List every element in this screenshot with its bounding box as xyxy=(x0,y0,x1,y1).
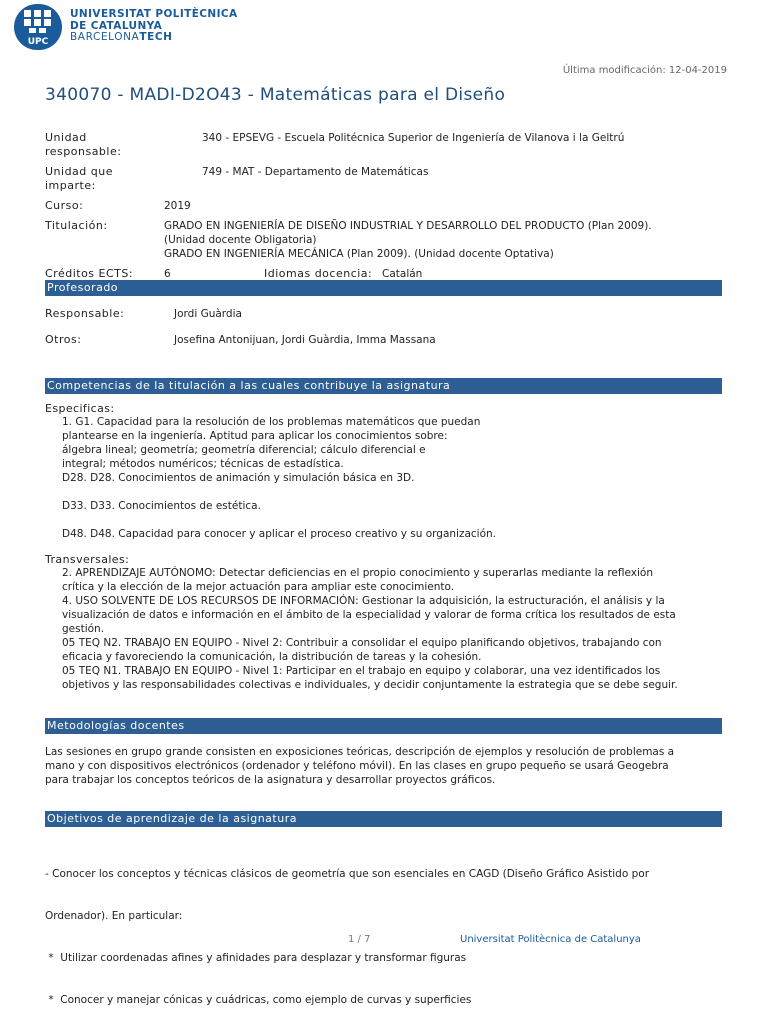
section-heading: Metodologías docentes xyxy=(45,718,722,734)
info-label: Unidad responsable: xyxy=(45,131,122,158)
especificas-line: integral; métodos numéricos; técnicas de estadística. xyxy=(62,458,344,470)
objetivos-line: * Conocer y manejar cónicas y cuádricas, como ejemplo de curvas y superficies xyxy=(45,994,472,1006)
section-metodologias xyxy=(45,718,722,787)
transversales-line: 05 TEQ N2. TRABAJO EN EQUIPO - Nivel 2: Contribuir a consolidar el equipo planificando objetivos, trabajando con xyxy=(62,637,662,649)
info-label: Unidad que imparte: xyxy=(45,165,114,192)
info-row-unidad-responsable xyxy=(45,131,735,159)
logo-line-1: UNIVERSITAT POLITÈCNICA xyxy=(70,8,238,20)
metodologias-line: mano y con dispositivos electrónicos (ordenador y teléfono móvil). En las clases en grupo pequeño se usará Geogebra xyxy=(45,760,669,772)
especificas-line xyxy=(45,429,722,443)
objetivos-line: - Conocer los conceptos y técnicas clásicos de geometría que son esenciales en CAGD (Diseño Gráfico Asistido por xyxy=(45,868,650,880)
logo-wordmark xyxy=(70,9,238,44)
info-value: Josefina Antonijuan, Jordi Guàrdia, Imma Massana xyxy=(174,334,436,346)
last-modified: Última modificación: 12-04-2019 xyxy=(562,65,727,76)
especificas-list xyxy=(45,415,722,541)
info-value: Jordi Guàrdia xyxy=(174,308,242,320)
section-heading: Objetivos de aprendizaje de la asignatura xyxy=(45,811,722,827)
info-row-unidad-imparte xyxy=(45,165,735,193)
metodologias-text xyxy=(45,745,722,787)
info-row-curso xyxy=(45,199,735,213)
metodologias-line: Las sesiones en grupo grande consisten en exposiciones teóricas, descripción de ejemplos y resolución de problemas a xyxy=(45,746,675,758)
upc-emblem-icon xyxy=(14,4,62,50)
objetivos-line: * Utilizar coordenadas afines y afinidades para desplazar y transformar figuras xyxy=(45,952,467,964)
logo-line-3a: BARCELONA xyxy=(70,31,140,43)
logo-badge-text: UPC xyxy=(27,37,49,47)
transversales-line: gestión. xyxy=(62,623,105,635)
transversales-line: eficacia y favoreciendo la comunicación, la distribución de tareas y la cohesión. xyxy=(62,651,482,663)
transversales-line: visualización de datos e información en el ámbito de la especialidad y valorar de forma crítica los resultados de esta xyxy=(62,609,676,621)
section-heading: Competencias de la titulación a las cuales contribuye la asignatura xyxy=(45,378,722,394)
metodologias-line: para trabajar los conceptos teóricos de la asignatura y desarrollar proyectos gráficos. xyxy=(45,774,496,786)
especificas-line: D48. D48. Capacidad para conocer y aplicar el proceso creativo y su organización. xyxy=(62,528,497,540)
info-label: Curso: xyxy=(45,199,84,212)
profesorado-otros xyxy=(45,333,722,347)
info-label: Idiomas docencia: xyxy=(264,267,373,280)
transversales-line: 2. APRENDIZAJE AUTÓNOMO: Detectar deficiencias en el propio conocimiento y superarlas mediante la reflexión xyxy=(62,567,653,579)
info-value: 340 - EPSEVG - Escuela Politécnica Superior de Ingeniería de Vilanova i la Geltrú xyxy=(202,132,625,144)
especificas-label: Especificas: xyxy=(45,402,115,415)
info-value: 2019 xyxy=(164,200,191,212)
section-heading: Profesorado xyxy=(45,280,722,296)
info-value: Catalán xyxy=(382,268,423,280)
logo-line-3b: TECH xyxy=(139,31,173,43)
info-row-titulacion xyxy=(45,219,735,261)
transversales-line: crítica y la elección de la mejor actuación para ampliar este conocimiento. xyxy=(62,581,455,593)
section-profesorado xyxy=(45,280,722,347)
section-competencias xyxy=(45,378,722,692)
transversales-line: 4. USO SOLVENTE DE LOS RECURSOS DE INFORMACIÓN: Gestionar la adquisición, la estructuración, el análisis y la xyxy=(62,595,665,607)
titulacion-line: GRADO EN INGENIERÍA DE DISEÑO INDUSTRIAL Y DESARROLLO DEL PRODUCTO (Plan 2009). xyxy=(164,220,652,232)
profesorado-responsable xyxy=(45,307,722,321)
especificas-line: D28. D28. Conocimientos de animación y simulación básica en 3D. xyxy=(62,472,415,484)
transversales-label: Transversales: xyxy=(45,553,130,566)
transversales-line: 05 TEQ N1. TRABAJO EN EQUIPO - Nivel 1: Participar en el trabajo en equipo y colaborar, una vez identificados los xyxy=(62,665,661,677)
logo-line-3 xyxy=(70,32,238,44)
upc-logo xyxy=(14,4,238,50)
especificas-line: D33. D33. Conocimientos de estética. xyxy=(62,500,261,512)
transversales-line: objetivos y las responsabilidades colectivas e individuales, y decidir conjuntamente la estrategia que se debe seguir. xyxy=(62,679,678,691)
especificas-text: plantearse en la ingeniería. Aptitud para aplicar los conocimientos sobre: xyxy=(62,430,448,442)
info-label: Titulación: xyxy=(45,219,108,232)
info-row-creditos xyxy=(45,267,735,281)
page-number: 1 / 7 xyxy=(348,934,371,945)
info-value: 6 xyxy=(164,268,171,280)
logo-line-2: DE CATALUNYA xyxy=(70,19,163,32)
titulacion-line: GRADO EN INGENIERÍA MECÁNICA (Plan 2009). (Unidad docente Optativa) xyxy=(164,248,554,260)
page-title: 340070 - MADI-D2O43 - Matemáticas para el Diseño xyxy=(45,85,506,105)
footer-organization: Universitat Politècnica de Catalunya xyxy=(460,934,641,945)
info-value: 749 - MAT - Departamento de Matemáticas xyxy=(202,166,429,178)
info-label: Otros: xyxy=(45,333,82,346)
especificas-line: 1. G1. Capacidad para la resolución de los problemas matemáticos que puedan xyxy=(62,416,481,428)
especificas-line: álgebra lineal; geometría; geometría diferencial; cálculo diferencial e xyxy=(62,444,426,456)
info-label: Responsable: xyxy=(45,307,125,320)
transversales-list xyxy=(45,566,722,692)
objetivos-line: Ordenador). En particular: xyxy=(45,910,183,922)
titulacion-line: (Unidad docente Obligatoria) xyxy=(164,234,317,246)
section-objetivos xyxy=(45,811,722,1035)
info-label: Créditos ECTS: xyxy=(45,267,134,280)
info-value xyxy=(164,219,735,261)
course-info xyxy=(45,131,735,287)
